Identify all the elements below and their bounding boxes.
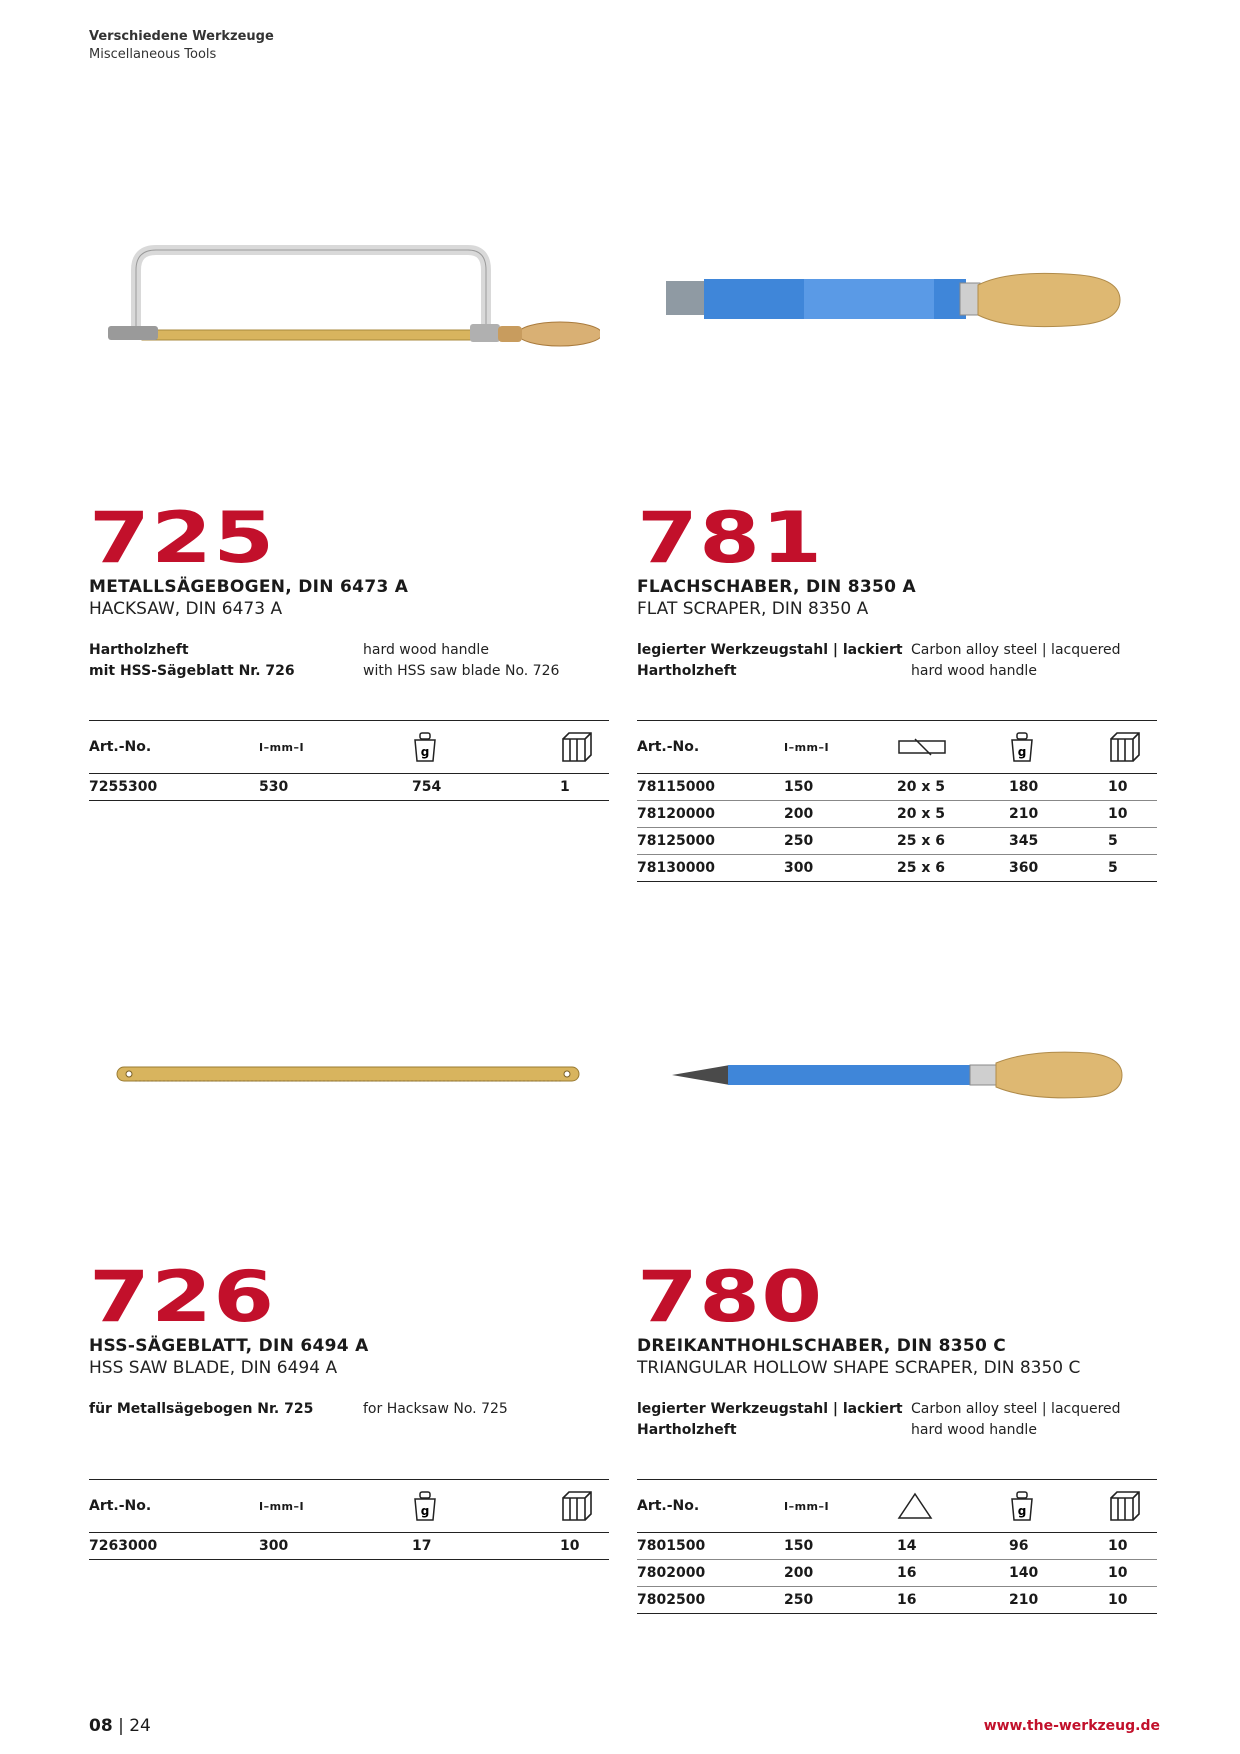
desc-de-line: legierter Werkzeugstahl | lackiert bbox=[637, 1401, 903, 1417]
col-length: I–mm–I bbox=[259, 1480, 412, 1533]
table-header-row bbox=[637, 721, 1157, 774]
desc-de-line: Hartholzheft bbox=[637, 1422, 737, 1438]
product-title-en: TRIANGULAR HOLLOW SHAPE SCRAPER, DIN 8350 C bbox=[637, 1358, 1081, 1378]
website-link[interactable]: www.the-werkzeug.de bbox=[983, 1718, 1160, 1734]
weight-icon bbox=[412, 1480, 560, 1533]
table-row bbox=[89, 774, 609, 801]
product-description bbox=[637, 640, 1157, 700]
cell-section: 20 x 5 bbox=[897, 801, 1009, 828]
col-length: I–mm–I bbox=[784, 1480, 897, 1533]
cell-package: 10 bbox=[1108, 774, 1157, 801]
product-title-en: HACKSAW, DIN 6473 A bbox=[89, 599, 283, 619]
cell-weight: 180 bbox=[1009, 774, 1108, 801]
col-length: I–mm–I bbox=[259, 721, 412, 774]
svg-text:g: g bbox=[1017, 745, 1027, 759]
cell-angle: 16 bbox=[897, 1560, 1009, 1587]
cell-weight: 140 bbox=[1009, 1560, 1108, 1587]
cell-length: 300 bbox=[784, 855, 897, 882]
desc-de-line: mit HSS-Sägeblatt Nr. 726 bbox=[89, 663, 295, 679]
product-title-de: FLACHSCHABER, DIN 8350 A bbox=[637, 577, 916, 597]
desc-de-line: Hartholzheft bbox=[89, 642, 189, 658]
page-num: 24 bbox=[129, 1716, 151, 1736]
cell-art-no: 78125000 bbox=[637, 828, 784, 855]
col-length: I–mm–I bbox=[784, 721, 897, 774]
desc-en-line: with HSS saw blade No. 726 bbox=[363, 663, 560, 679]
table-header-row bbox=[637, 1480, 1157, 1533]
cell-weight: 345 bbox=[1009, 828, 1108, 855]
desc-en-line: Carbon alloy steel | lacquered bbox=[911, 1401, 1121, 1417]
cell-length: 200 bbox=[784, 801, 897, 828]
cell-weight: 96 bbox=[1009, 1533, 1108, 1560]
triangle-icon bbox=[897, 1480, 1009, 1533]
package-icon bbox=[1108, 1480, 1157, 1533]
cell-art-no: 7255300 bbox=[89, 774, 259, 801]
header-title-en: Miscellaneous Tools bbox=[89, 47, 217, 62]
cell-weight: 17 bbox=[412, 1533, 560, 1560]
flat-scraper-image bbox=[660, 265, 1130, 335]
spec-table bbox=[637, 1479, 1157, 1614]
cell-package: 5 bbox=[1108, 855, 1157, 882]
header-title-de: Verschiedene Werkzeuge bbox=[89, 29, 274, 44]
table-header-row bbox=[89, 721, 609, 774]
product-title-en: FLAT SCRAPER, DIN 8350 A bbox=[637, 599, 869, 619]
desc-en-line: hard wood handle bbox=[911, 1422, 1037, 1438]
desc-en-line: for Hacksaw No. 725 bbox=[363, 1401, 508, 1417]
desc-de-line: Hartholzheft bbox=[637, 663, 737, 679]
page-header bbox=[89, 28, 274, 64]
saw-blade-image bbox=[115, 1063, 585, 1087]
cell-weight: 210 bbox=[1009, 801, 1108, 828]
package-icon bbox=[1108, 721, 1157, 774]
col-art-no: Art.-No. bbox=[637, 721, 784, 774]
product-title-de: HSS-SÄGEBLATT, DIN 6494 A bbox=[89, 1336, 369, 1356]
table-row bbox=[637, 1587, 1157, 1614]
product-description bbox=[637, 1399, 1157, 1459]
triangular-scraper-image bbox=[670, 1045, 1130, 1105]
product-description bbox=[89, 640, 609, 700]
cell-weight: 210 bbox=[1009, 1587, 1108, 1614]
cell-length: 530 bbox=[259, 774, 412, 801]
product-726 bbox=[89, 1256, 609, 1554]
cell-length: 150 bbox=[784, 774, 897, 801]
cell-package: 1 bbox=[560, 774, 609, 801]
cross-section-icon bbox=[897, 721, 1009, 774]
desc-en-line: Carbon alloy steel | lacquered bbox=[911, 642, 1121, 658]
cell-length: 150 bbox=[784, 1533, 897, 1560]
cell-length: 200 bbox=[784, 1560, 897, 1587]
desc-en-line: hard wood handle bbox=[911, 663, 1037, 679]
chapter-number: 08 bbox=[89, 1716, 113, 1736]
col-art-no: Art.-No. bbox=[89, 721, 259, 774]
col-art-no: Art.-No. bbox=[89, 1480, 259, 1533]
weight-icon bbox=[1009, 1480, 1108, 1533]
product-title-en: HSS SAW BLADE, DIN 6494 A bbox=[89, 1358, 338, 1378]
svg-text:g: g bbox=[420, 1504, 430, 1518]
svg-text:g: g bbox=[420, 745, 430, 759]
spec-table bbox=[89, 720, 609, 801]
cell-art-no: 7802000 bbox=[637, 1560, 784, 1587]
cell-art-no: 7801500 bbox=[637, 1533, 784, 1560]
cell-length: 300 bbox=[259, 1533, 412, 1560]
product-number: 726 bbox=[89, 1256, 276, 1338]
mm-unit: mm bbox=[269, 1500, 294, 1513]
cell-section: 25 x 6 bbox=[897, 828, 1009, 855]
cell-length: 250 bbox=[784, 1587, 897, 1614]
table-header-row bbox=[89, 1480, 609, 1533]
table-row bbox=[637, 828, 1157, 855]
cell-package: 10 bbox=[1108, 1587, 1157, 1614]
hacksaw-image bbox=[100, 240, 600, 360]
cell-length: 250 bbox=[784, 828, 897, 855]
cell-angle: 14 bbox=[897, 1533, 1009, 1560]
desc-de-line: für Metallsägebogen Nr. 725 bbox=[89, 1401, 314, 1417]
product-number: 725 bbox=[89, 497, 276, 579]
col-art-no: Art.-No. bbox=[637, 1480, 784, 1533]
mm-unit: mm bbox=[794, 741, 819, 754]
cell-art-no: 7263000 bbox=[89, 1533, 259, 1560]
cell-weight: 754 bbox=[412, 774, 560, 801]
mm-unit: mm bbox=[794, 1500, 819, 1513]
cell-section: 25 x 6 bbox=[897, 855, 1009, 882]
cell-package: 10 bbox=[1108, 1533, 1157, 1560]
table-row bbox=[637, 855, 1157, 882]
table-row bbox=[89, 1533, 609, 1560]
svg-text:g: g bbox=[1017, 1504, 1027, 1518]
product-number: 780 bbox=[637, 1256, 824, 1338]
product-description bbox=[89, 1399, 609, 1459]
table-row bbox=[637, 774, 1157, 801]
table-row bbox=[637, 801, 1157, 828]
product-title-de: DREIKANTHOHLSCHABER, DIN 8350 C bbox=[637, 1336, 1007, 1356]
cell-package: 10 bbox=[1108, 1560, 1157, 1587]
cell-art-no: 7802500 bbox=[637, 1587, 784, 1614]
cell-package: 10 bbox=[1108, 801, 1157, 828]
cell-art-no: 78130000 bbox=[637, 855, 784, 882]
cell-art-no: 78120000 bbox=[637, 801, 784, 828]
product-780 bbox=[637, 1256, 1157, 1608]
product-781 bbox=[637, 497, 1157, 876]
cell-art-no: 78115000 bbox=[637, 774, 784, 801]
cell-weight: 360 bbox=[1009, 855, 1108, 882]
page-number: 08 | 24 bbox=[89, 1716, 151, 1736]
spec-table bbox=[637, 720, 1157, 882]
weight-icon bbox=[412, 721, 560, 774]
desc-de-line: legierter Werkzeugstahl | lackiert bbox=[637, 642, 903, 658]
package-icon bbox=[560, 721, 609, 774]
cell-package: 5 bbox=[1108, 828, 1157, 855]
table-row bbox=[637, 1560, 1157, 1587]
table-row bbox=[637, 1533, 1157, 1560]
product-number: 781 bbox=[637, 497, 824, 579]
cell-section: 20 x 5 bbox=[897, 774, 1009, 801]
product-title-de: METALLSÄGEBOGEN, DIN 6473 A bbox=[89, 577, 409, 597]
package-icon bbox=[560, 1480, 609, 1533]
desc-en-line: hard wood handle bbox=[363, 642, 489, 658]
product-725 bbox=[89, 497, 609, 795]
cell-package: 10 bbox=[560, 1533, 609, 1560]
weight-icon bbox=[1009, 721, 1108, 774]
mm-unit: mm bbox=[269, 741, 294, 754]
cell-angle: 16 bbox=[897, 1587, 1009, 1614]
spec-table bbox=[89, 1479, 609, 1560]
